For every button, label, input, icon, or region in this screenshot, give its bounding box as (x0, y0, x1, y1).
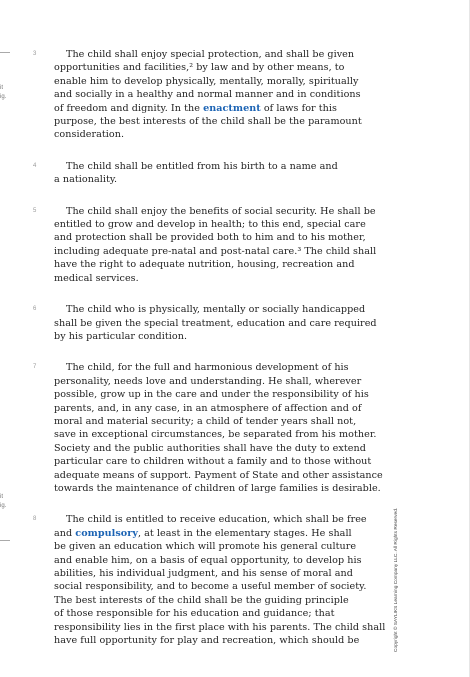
glossary-term-link[interactable]: enactment (203, 102, 261, 114)
text-line (54, 402, 372, 415)
text-run: parents, and, in any case, in an atmosphere of affection and of (54, 402, 362, 414)
principle-text (54, 48, 372, 142)
text-run: The child shall enjoy special protection, and shall be given (66, 49, 355, 60)
text-line (54, 455, 372, 468)
margin-text-fragment: it (0, 85, 3, 91)
text-line (54, 621, 386, 634)
text-line (54, 375, 372, 388)
text-run: shall be given the special treatment, education and care required (54, 317, 377, 329)
text-line (54, 160, 372, 173)
principle-text (54, 361, 383, 495)
text-run: have the right to adequate nutrition, housing, recreation and (54, 259, 355, 271)
text-line (54, 361, 372, 374)
principle-paragraph (33, 361, 383, 495)
margin-text-fragment: it (0, 494, 3, 500)
text-line (54, 607, 372, 620)
principle-text (54, 160, 372, 187)
principle-paragraph (33, 303, 377, 343)
text-run: abilities, his individual judgment, and his sense of moral and (54, 568, 353, 579)
text-run: entitled to grow and develop in health; to this end, special care (54, 219, 366, 231)
principle-text (54, 513, 386, 647)
text-line (54, 513, 372, 526)
text-run: of those responsible for his education and guidance; that (54, 608, 335, 620)
text-run: moral and material security; a child of tender years shall not, (54, 415, 357, 427)
text-run: by his particular condition. (54, 330, 188, 342)
text-line (54, 115, 372, 128)
text-line (54, 75, 372, 88)
text-line (54, 554, 372, 567)
text-line (54, 102, 372, 115)
copyright-notice: Copyright © SAYLIKS Learning Company LLC. All Rights Reserved. (394, 507, 399, 652)
text-run: medical services. (54, 272, 139, 284)
glossary-term-link[interactable]: compulsory (75, 527, 138, 539)
text-run: Society and the public authorities shall have the duty to extend (54, 442, 366, 454)
principle-paragraph (33, 513, 386, 647)
text-run: opportunities and facilities,² by law and by other means, to (54, 62, 345, 74)
text-line (54, 469, 383, 482)
text-line (54, 388, 372, 401)
text-line (54, 88, 372, 101)
text-run: and (54, 527, 76, 539)
text-run: adequate means of support. Payment of State and other assistance (54, 469, 383, 481)
text-line (54, 303, 372, 316)
text-run: of laws for this (260, 102, 337, 114)
text-run: possible, grow up in the care and under the responsibility of his (54, 389, 369, 401)
text-line (54, 48, 372, 61)
margin-text-fragment: ig. (0, 503, 7, 509)
text-run: have full opportunity for play and recreation, which should be (54, 635, 360, 647)
principle-paragraph (33, 48, 372, 142)
text-run: consideration. (54, 129, 125, 141)
text-line (54, 540, 372, 553)
text-run: including adequate pre-natal and post-natal care.³ The child shall (54, 245, 377, 257)
text-line (54, 428, 377, 441)
text-run: The best interests of the child shall be the guiding principle (54, 594, 349, 606)
text-run: a nationality. (54, 174, 118, 186)
text-line (54, 231, 372, 244)
text-run: towards the maintenance of children of large families is desirable. (54, 482, 381, 494)
text-run: of freedom and dignity. In the (54, 102, 204, 114)
text-line (54, 330, 372, 343)
text-run: and socially in a healthy and normal manner and in conditions (54, 89, 361, 101)
text-line (54, 634, 372, 647)
principle-paragraph (33, 205, 377, 285)
text-run: and protection shall be provided both to him and to his mother, (54, 232, 366, 244)
text-line (54, 317, 377, 330)
text-run: social responsibility, and to become a useful member of society. (54, 581, 367, 593)
text-run: be given an education which will promote his general culture (54, 541, 357, 553)
text-line (54, 442, 372, 455)
text-run: responsibility lies in the first place with his parents. The child shall (54, 621, 386, 633)
text-run: The child, for the full and harmonious development of his (66, 362, 349, 374)
text-run: purpose, the best interests of the child shall be the paramount (54, 116, 362, 128)
principle-text (54, 303, 377, 343)
margin-rule (0, 540, 10, 541)
text-line (54, 415, 372, 428)
text-run: and enable him, on a basis of equal opportunity, to develop his (54, 554, 362, 566)
principle-text (54, 205, 377, 285)
text-run: , at least in the elementary stages. He shall (137, 527, 352, 539)
text-run: The child shall enjoy the benefits of social security. He shall be (66, 205, 376, 217)
principle-number: 8 (33, 516, 37, 523)
principle-number: 3 (33, 51, 37, 57)
principle-number: 7 (33, 364, 37, 371)
text-line (54, 258, 372, 271)
text-run: save in exceptional circumstances, be separated from his mother. (54, 429, 377, 441)
text-line (54, 580, 372, 593)
text-run: particular care to children without a family and to those without (54, 456, 372, 468)
text-line (54, 482, 381, 495)
margin-rule (0, 52, 10, 53)
principle-paragraph (33, 160, 372, 187)
previous-page-margin (0, 0, 10, 677)
text-line (54, 594, 372, 607)
declaration-text (33, 48, 386, 665)
text-run: The child shall be entitled from his birth to a name and (66, 160, 338, 172)
text-line (54, 527, 372, 540)
text-line (54, 61, 372, 74)
text-line (54, 272, 372, 285)
text-line (54, 567, 372, 580)
text-line (54, 245, 377, 258)
text-run: enable him to develop physically, mentally, morally, spiritually (54, 75, 359, 87)
principle-number: 4 (33, 162, 37, 169)
text-run: The child is entitled to receive education, which shall be free (66, 514, 367, 526)
principle-number: 6 (33, 306, 37, 313)
text-run: The child who is physically, mentally or socially handicapped (66, 304, 366, 316)
text-line (54, 173, 372, 186)
text-line (54, 218, 372, 231)
text-line (54, 205, 376, 218)
text-run: personality, needs love and understanding. He shall, wherever (54, 375, 362, 387)
principle-number: 5 (33, 207, 37, 214)
margin-text-fragment: ig. (0, 94, 7, 100)
text-line (54, 128, 372, 141)
